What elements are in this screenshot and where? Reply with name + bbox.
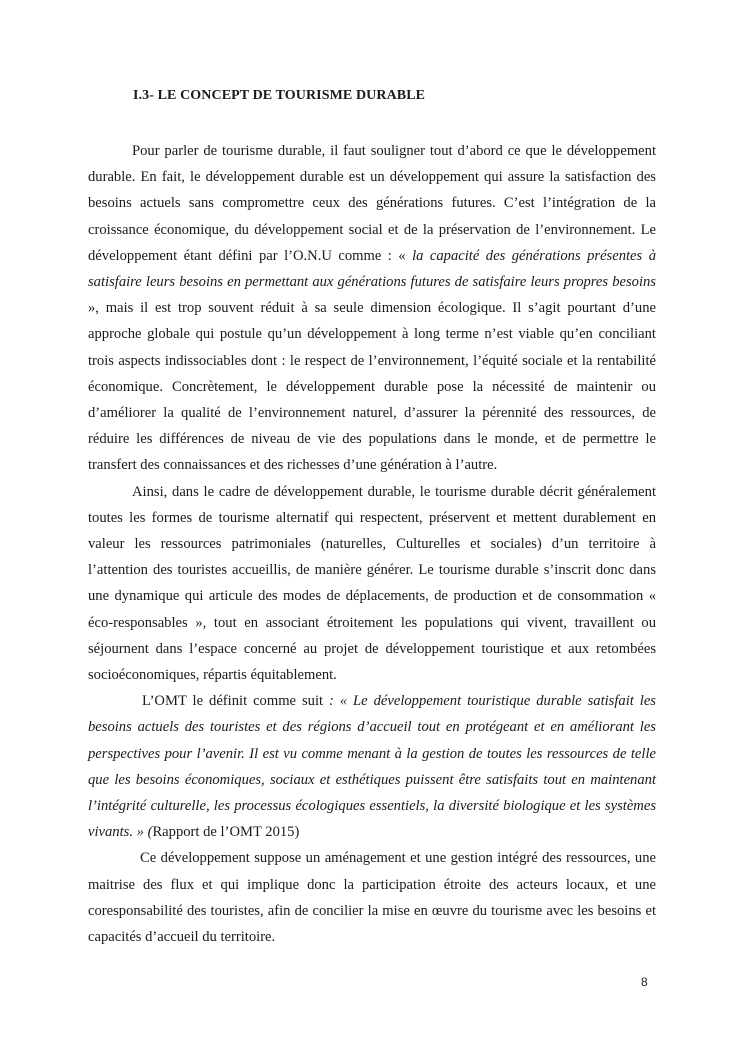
paragraph-text: L’OMT le définit comme suit [142,693,324,710]
paragraph-text: Ce développement suppose un aménagement et une gestion intégré des ressources, une maitrise des flux et qui implique donc la participation étroite des acteurs locaux, et une coresponsabilité des touristes, afin de concilier la mise en œuvre du tourisme avec les besoins et capacités d’accueil du territoire. [88,850,656,946]
paragraph-text: Pour parler de tourisme durable, il faut souligner tout d’abord ce que le développement durable. En fait, le développement durable est un développement qui assure la satisfaction des besoins actuels sans compromettre ceux des générations futures. C’est l’intégration de la croissance économique, du développement social et de la préservation de l’environnement. Le développement étant défini par l’O.N.U comme : « [88,143,656,264]
paragraph-text: », mais il est trop souvent réduit à sa seule dimension écologique. Il s’agit pourtant d’une approche globale qui postule qu’un développement à long terme n’est viable qu’en conciliant trois aspects indissociables dont : le respect de l’environnement, l’équité sociale et la rentabilité économique. Concrètement, le développement durable pose la nécessité de maintenir ou d’améliorer la qualité de l’environnement naturel, d’assurer la pérennité des ressources, de réduire les différences de niveau de vie des populations dans le monde, et de permettre le transfert des connaissances et des richesses d’une génération à l’autre. [88,300,656,474]
paragraph-text: Ainsi, dans le cadre de développement durable, le tourisme durable décrit généralement toutes les formes de tourisme alternatif qui respectent, préservent et mettent durablement en valeur les ressources patrimoniales (naturelles, Culturelles et sociales) d’un territoire à l’attention des touristes accueillis, de manière générer. Le tourisme durable s’inscrit donc dans une dynamique qui articule des modes de déplacements, de production et de consommation « éco-responsables », tout en associant étroitement les populations qui vivent, travaillent ou séjournent dans l’espace concerné au projet de développement touristique et aux retombées socioéconomiques, répartis équitablement. [88,483,656,684]
body-text [88,138,656,950]
citation: Rapport de l’OMT 2015) [152,824,300,841]
page-number: 8 [641,975,648,989]
omt-definition-quote: : « Le développement touristique durable satisfait les besoins actuels des touristes et des régions d’accueil tout en protégeant et en améliorant les perspectives pour l’avenir. Il est vu comme menant à la gestion de toutes les ressources de telle que les besoins économiques, sociaux et esthétiques puissent être satisfaits tout en maintenant l’intégrité culturelle, les processus écologiques essentiels, la diversité biologique et les systèmes vivants. » ( [88,693,656,841]
paragraph-sustainable-development [88,138,656,479]
paragraph-development-management [88,845,656,950]
paragraph-omt-definition [88,688,656,845]
onu-definition-quote: la capacité des générations présentes à satisfaire leurs besoins en permettant aux générations futures de satisfaire leurs propres besoins [88,247,656,291]
paragraph-sustainable-tourism [88,479,656,689]
section-heading: I.3- LE CONCEPT DE TOURISME DURABLE [133,88,426,103]
